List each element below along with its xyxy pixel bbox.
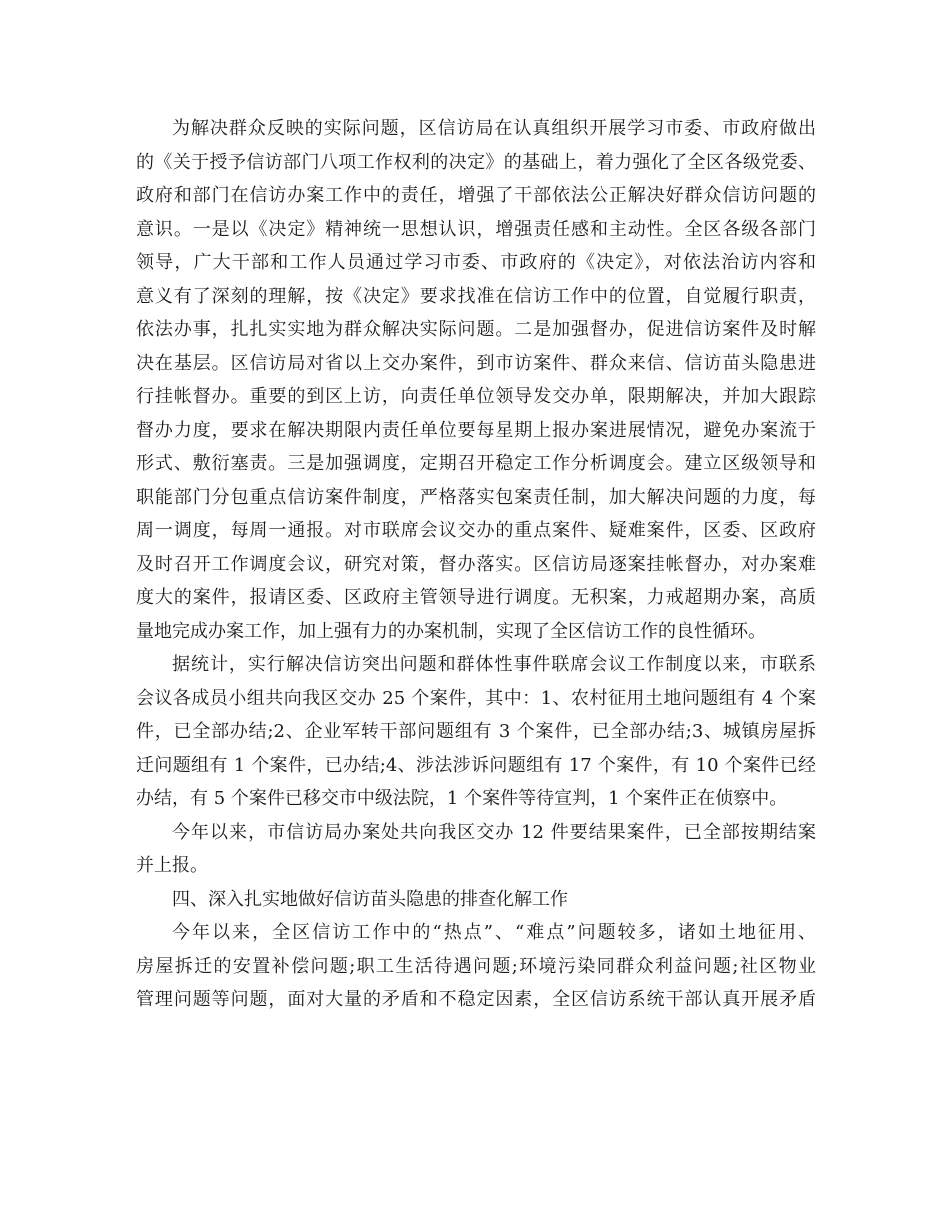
text-line: 的《关于授予信访部门八项工作权利的决定》的基础上，着力强化了全区各级党委、 bbox=[136, 151, 816, 173]
text-line: 及时召开工作调度会议，研究对策，督办落实。区信访局逐案挂帐督办，对办案难 bbox=[136, 553, 816, 575]
text-line: 形式、敷衍塞责。三是加强调度，定期召开稳定工作分析调度会。建立区级领导和 bbox=[136, 453, 816, 474]
text-line: 件，已全部办结;2、企业军转干部问题组有 3 个案件，已全部办结;3、城镇房屋拆 bbox=[136, 721, 816, 742]
text-line: 职能部门分包重点信访案件制度，严格落实包案责任制，加大解决问题的力度，每 bbox=[136, 486, 816, 508]
document-body bbox=[136, 112, 816, 1017]
text-line: 四、深入扎实地做好信访苗头隐患的排查化解工作 bbox=[172, 888, 568, 910]
text-line: 行挂帐督办。重要的到区上访，向责任单位领导发交办单，限期解决，并加大跟踪 bbox=[136, 386, 816, 407]
text-line: 领导，广大干部和工作人员通过学习市委、市政府的《决定》，对依法治访内容和 bbox=[136, 252, 816, 273]
text-line: 迁问题组有 1 个案件，已办结;4、涉法涉诉问题组有 17 个案件，有 10 个案件已经 bbox=[136, 754, 816, 776]
text-line: 房屋拆迁的安置补偿问题;职工生活待遇问题;环境污染同群众利益问题;社区物业 bbox=[136, 955, 816, 977]
text-line: 今年以来，市信访局办案处共向我区交办 12 件要结果案件，已全部按期结案 bbox=[172, 821, 816, 843]
text-line: 决在基层。区信访局对省以上交办案件，到市访案件、群众来信、信访苗头隐患进 bbox=[136, 352, 816, 374]
text-line: 今年以来，全区信访工作中的“热点”、“难点”问题较多，诸如土地征用、 bbox=[172, 922, 816, 943]
text-line: 量地完成办案工作，加上强有力的办案机制，实现了全区信访工作的良性循环。 bbox=[136, 620, 766, 642]
text-line: 会议各成员小组共向我区交办 25 个案件，其中：1、农村征用土地问题组有 4 个案 bbox=[136, 687, 816, 709]
text-line: 意义有了深刻的理解，按《决定》要求找准在信访工作中的位置，自觉履行职责， bbox=[136, 285, 816, 307]
text-line: 依法办事，扎扎实实地为群众解决实际问题。二是加强督办，促进信访案件及时解 bbox=[136, 319, 816, 340]
text-line: 并上报。 bbox=[136, 855, 208, 876]
text-line: 意识。一是以《决定》精神统一思想认识，增强责任感和主动性。全区各级各部门 bbox=[136, 218, 816, 240]
text-line: 政府和部门在信访办案工作中的责任，增强了干部依法公正解决好群众信访问题的 bbox=[136, 185, 816, 206]
text-line: 为解决群众反映的实际问题，区信访局在认真组织开展学习市委、市政府做出 bbox=[172, 118, 816, 139]
text-line: 督办力度，要求在解决期限内责任单位要每星期上报办案进展情况，避免办案流于 bbox=[136, 419, 816, 441]
text-line: 管理问题等问题，面对大量的矛盾和不稳定因素，全区信访系统干部认真开展矛盾 bbox=[136, 989, 816, 1010]
text-line: 周一调度，每周一通报。对市联席会议交办的重点案件、疑难案件，区委、区政府 bbox=[136, 520, 816, 541]
text-line: 据统计，实行解决信访突出问题和群体性事件联席会议工作制度以来，市联系 bbox=[172, 654, 816, 675]
text-line: 度大的案件，报请区委、区政府主管领导进行调度。无积案，力戒超期办案，高质 bbox=[136, 587, 816, 608]
text-line: 办结，有 5 个案件已移交市中级法院，1 个案件等待宣判，1 个案件正在侦察中。 bbox=[136, 788, 788, 809]
